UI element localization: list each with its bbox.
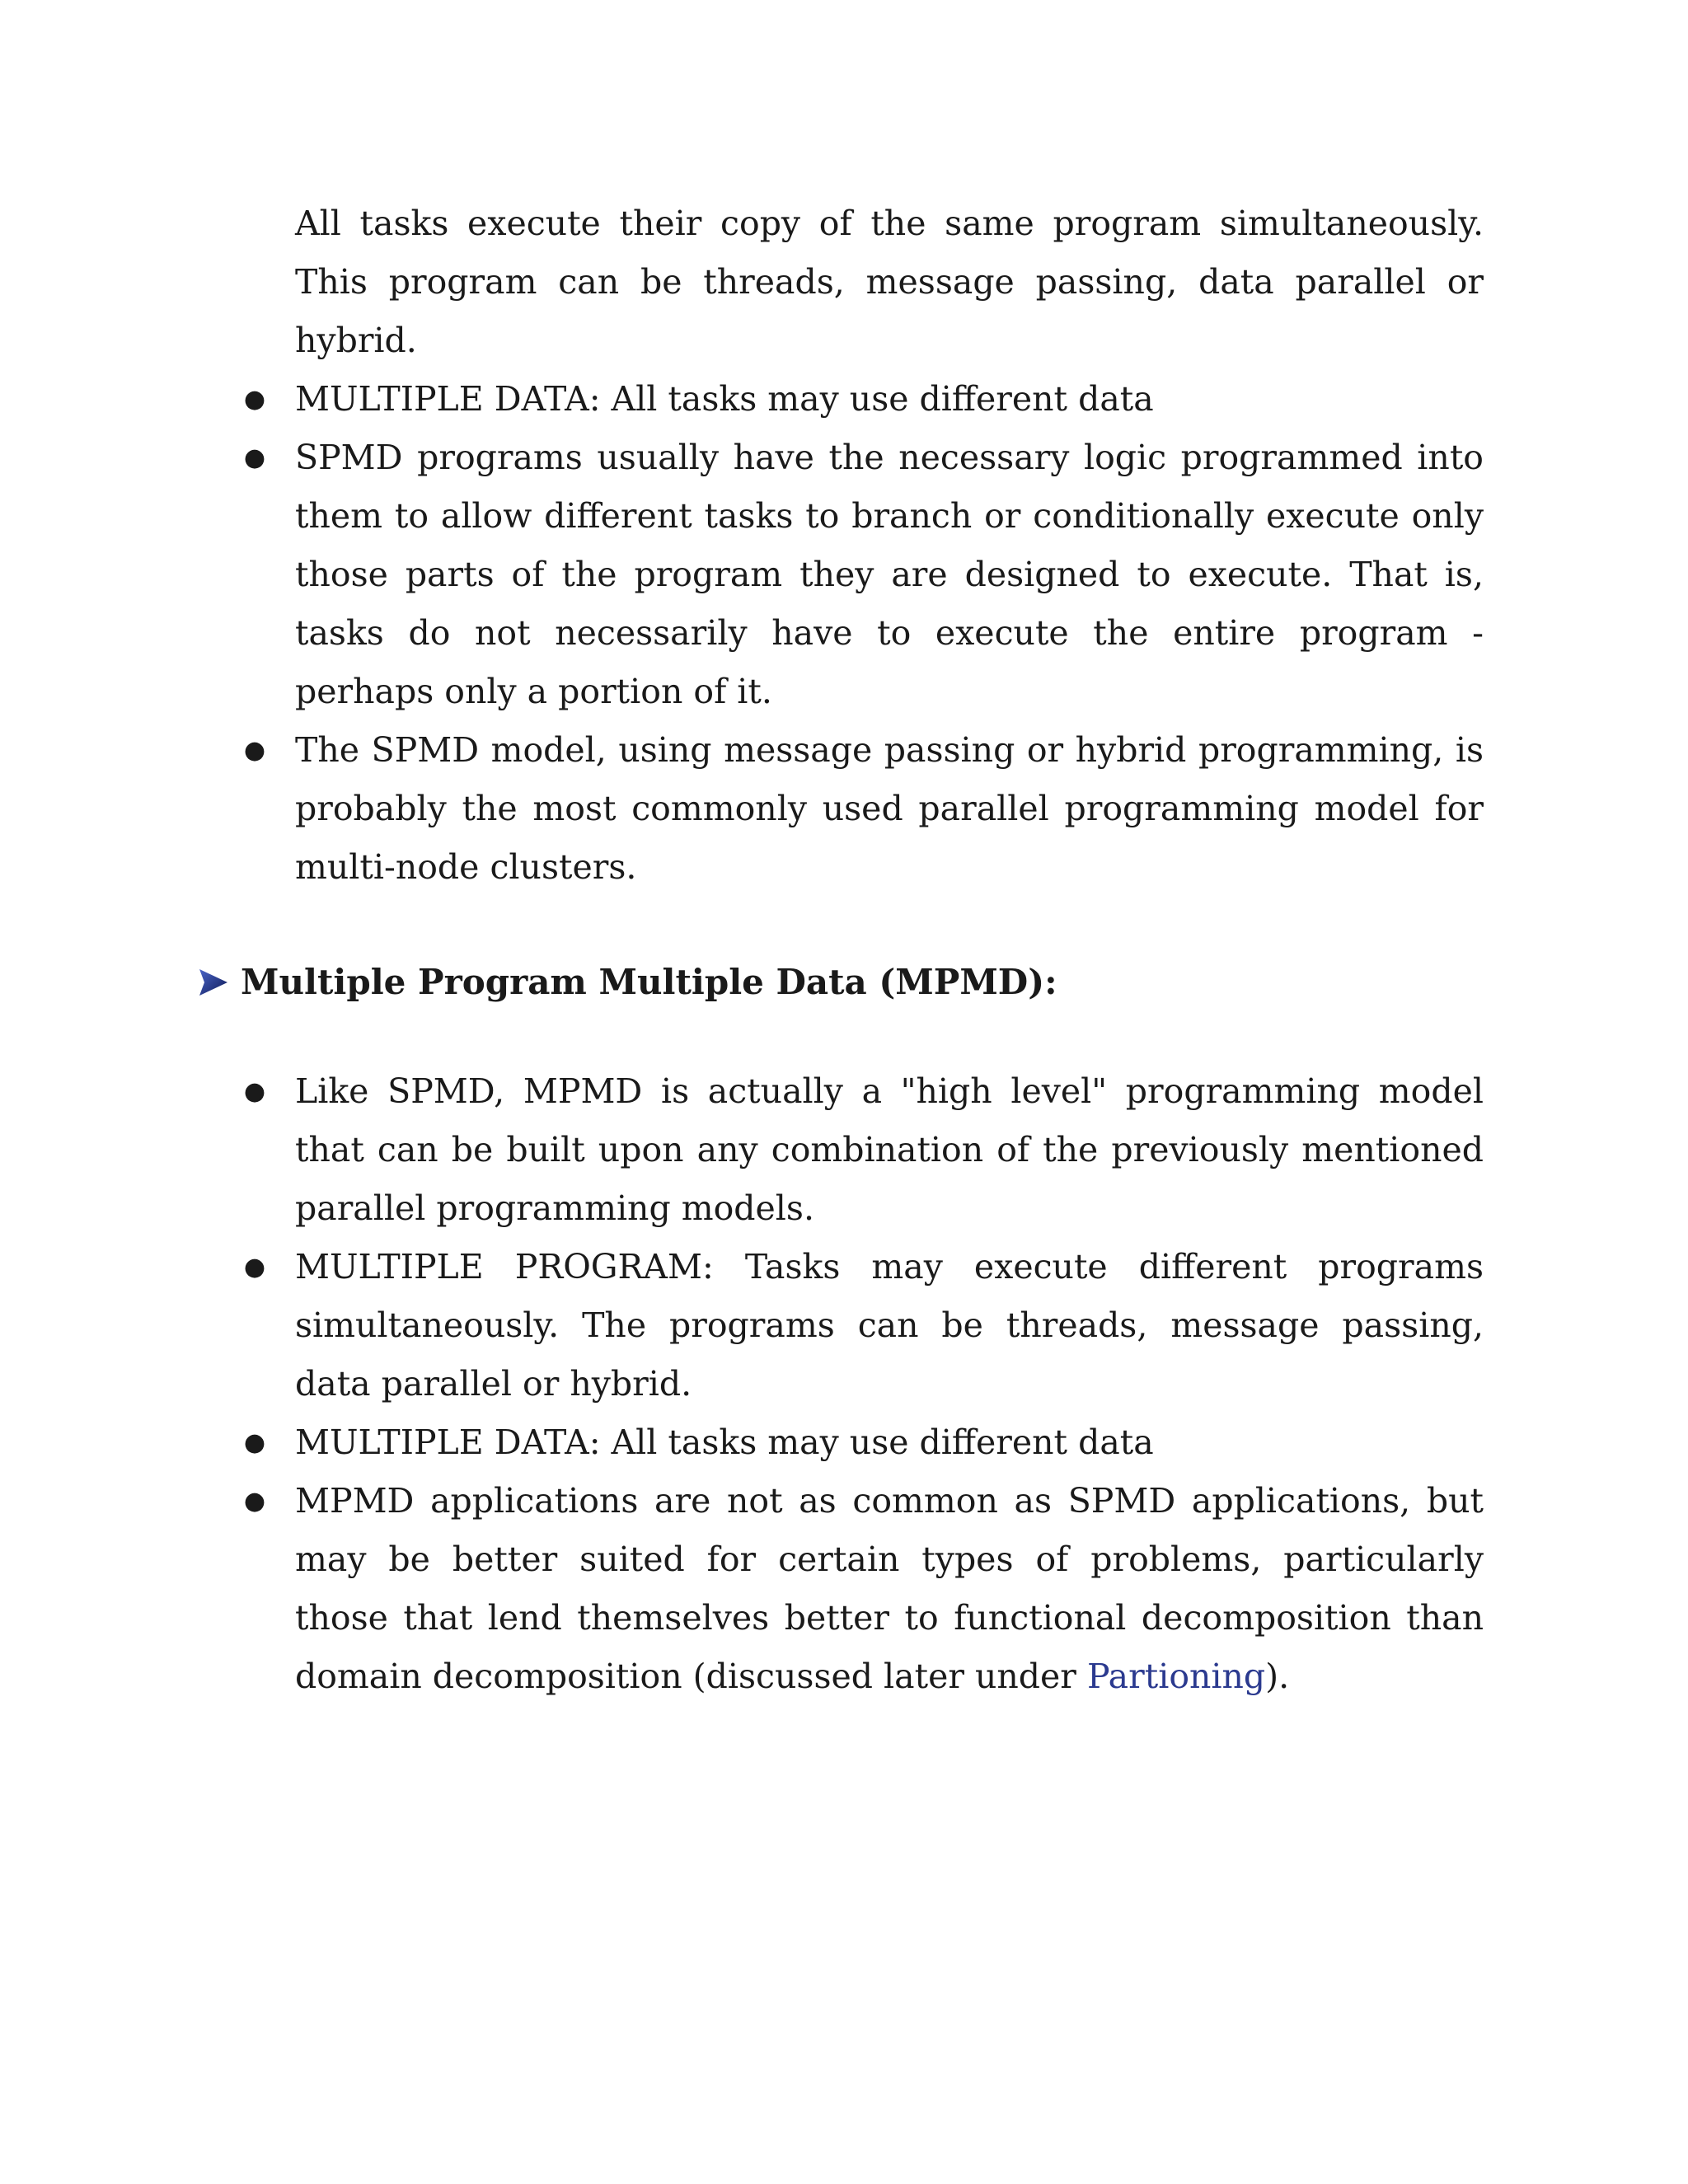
bullet-text: MULTIPLE DATA: All tasks may use different data <box>295 379 1154 419</box>
bullet-text-tail-suffix: ). <box>1265 1657 1290 1696</box>
list-item <box>198 1062 1484 1238</box>
bullet-dot-icon: ● <box>243 1253 266 1282</box>
bullet-text: MULTIPLE PROGRAM: Tasks may execute different programs simultaneously. The programs can be threads, message passing, data parallel or hybrid. <box>295 1247 1484 1404</box>
list-item <box>198 1472 1484 1706</box>
triangle-arrow-icon <box>198 966 229 999</box>
spmd-bullet-list <box>198 370 1484 897</box>
spmd-intro-paragraph: All tasks execute their copy of the same program simultaneously. This program can be threads, message passing, data parallel or hybrid. <box>295 204 1484 360</box>
bullet-text-tail-prefix: (discussed later under <box>692 1657 1087 1696</box>
bullet-dot-icon: ● <box>243 736 266 765</box>
bullet-text: MPMD applications are not as common as SPMD applications, but may be better suited for certain types of problems, particularly those that lend themselves better to functional decomposition than domain decomposition <box>295 1481 1484 1696</box>
bullet-dot-icon: ● <box>243 1487 266 1516</box>
bullet-text: MULTIPLE DATA: All tasks may use different data <box>295 1422 1154 1462</box>
page-content <box>198 194 1484 1706</box>
bullet-dot-icon: ● <box>243 1428 266 1457</box>
bullet-text: Like SPMD, MPMD is actually a "high level" programming model that can be built upon any combination of the previously mentioned parallel programming models. <box>295 1071 1484 1228</box>
mpmd-section-heading <box>198 953 1484 1011</box>
section-title: Multiple Program Multiple Data (MPMD): <box>241 962 1057 1002</box>
bullet-dot-icon: ● <box>243 385 266 414</box>
list-item <box>198 370 1484 429</box>
bullet-text: SPMD programs usually have the necessary logic programmed into them to allow different tasks to branch or conditionally execute only those parts of the program they are designed to execute. That is, tasks do not necessarily have to execute the entire program - perhaps only a portion of it. <box>295 438 1484 711</box>
list-item <box>198 1238 1484 1413</box>
mpmd-bullet-list <box>198 1062 1484 1706</box>
bullet-dot-icon: ● <box>243 1077 266 1106</box>
list-item <box>198 429 1484 721</box>
list-item <box>198 1413 1484 1472</box>
list-item <box>198 721 1484 897</box>
bullet-dot-icon: ● <box>243 443 266 472</box>
partioning-link[interactable]: Partioning <box>1086 1657 1266 1696</box>
bullet-text: The SPMD model, using message passing or hybrid programming, is probably the most commonly used parallel programming model for multi-node clusters. <box>295 730 1484 887</box>
